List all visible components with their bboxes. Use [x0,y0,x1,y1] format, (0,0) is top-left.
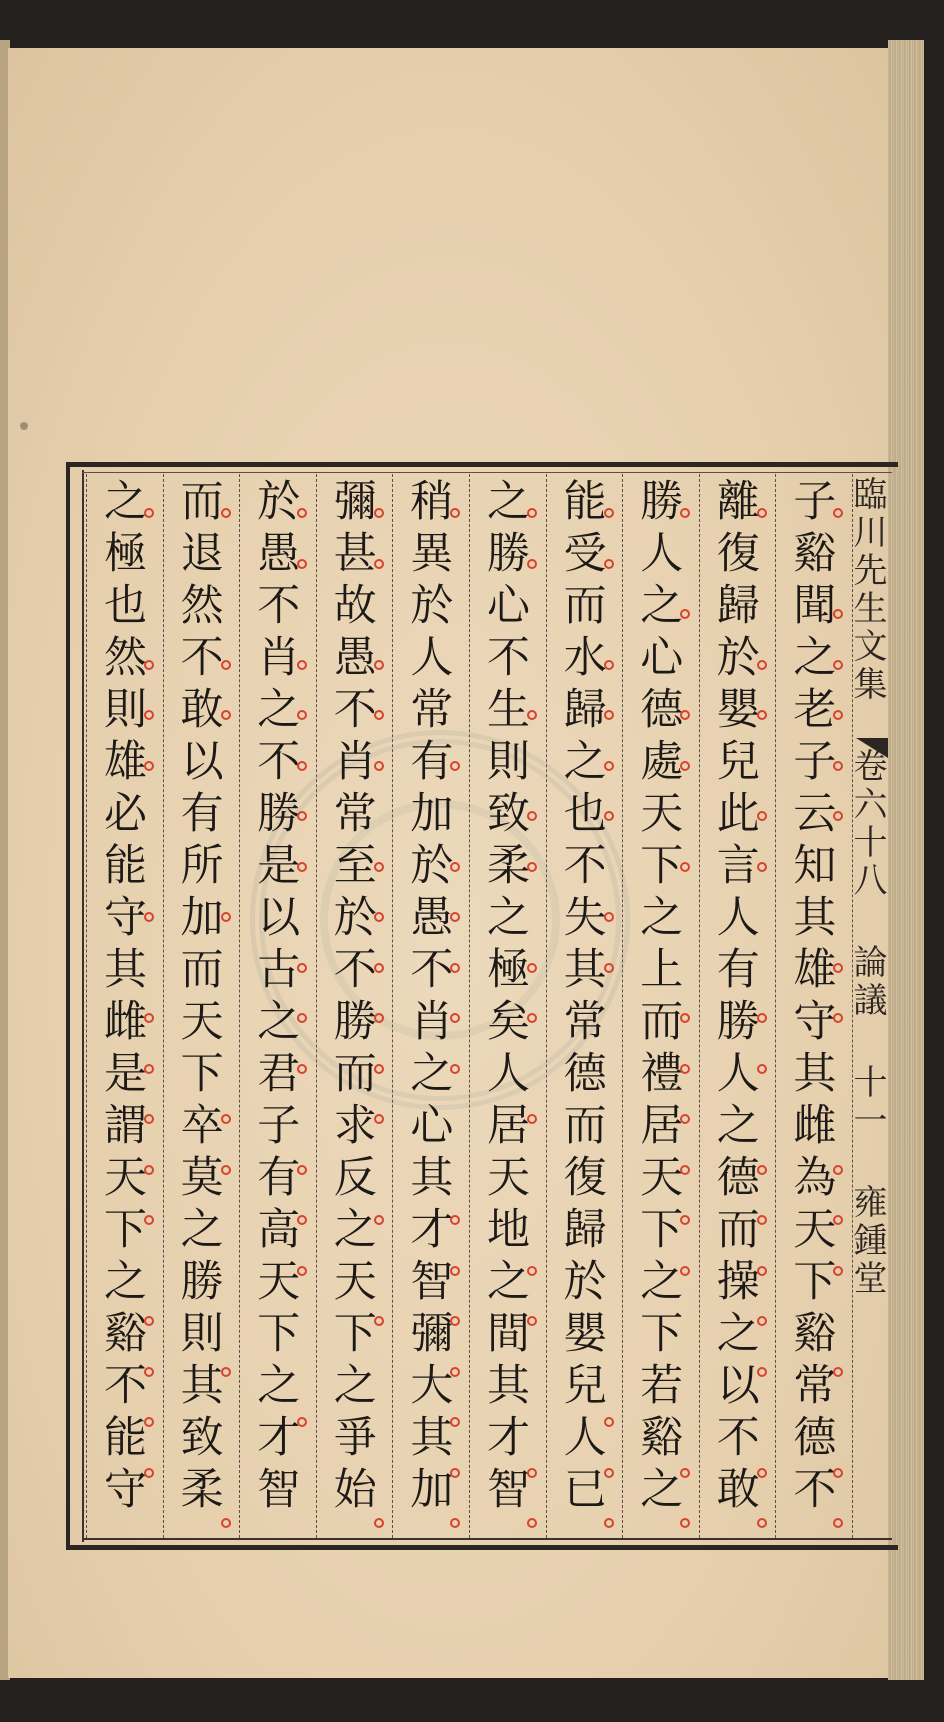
punctuation-circle [144,1215,154,1225]
punctuation-circle [680,1165,690,1175]
punctuation-circle [374,508,384,518]
punctuation-circle [757,660,767,670]
punctuation-circle [680,862,690,872]
punctuation-circle [604,508,614,518]
punctuation-circle [374,912,384,922]
text-column-7: 彌甚故愚不肖常至於不勝而求反之天下之爭始 [326,478,377,1518]
punctuation-circle [450,761,460,771]
punctuation-circle [374,559,384,569]
punctuation-circle [757,710,767,720]
punctuation-circle [221,912,231,922]
punctuation-circle [374,963,384,973]
punctuation-circle [297,862,307,872]
punctuation-circle [374,1064,384,1074]
punctuation-circle [604,1468,614,1478]
text-column-5: 之勝心不生則致柔之極矣人居天地之間其才智 [480,478,530,1518]
punctuation-circle [527,862,537,872]
punctuation-circle [297,559,307,569]
punctuation-circle [374,1316,384,1326]
punctuation-circle [450,1266,460,1276]
text-column-9: 而退然不敢以有所加而天下卒莫之勝則其致柔 [173,478,224,1518]
punctuation-circle [757,1468,767,1478]
punctuation-circle [757,1215,767,1225]
punctuation-circle [297,761,307,771]
punctuation-circle [604,1417,614,1427]
punctuation-circle [757,508,767,518]
punctuation-circle [833,1266,843,1276]
punctuation-circle [833,1165,843,1175]
punctuation-circle [144,1367,154,1377]
punctuation-circle [450,963,460,973]
punctuation-circle [450,1064,460,1074]
punctuation-circle [527,963,537,973]
punctuation-circle [144,1114,154,1124]
punctuation-circle [297,660,307,670]
punctuation-circle [221,1114,231,1124]
punctuation-circle [221,1367,231,1377]
punctuation-circle [604,963,614,973]
punctuation-circle [604,660,614,670]
punctuation-circle [833,1468,843,1478]
text-column-2: 離復歸於嬰兒此言人有勝人之德而操之以不敢 [709,478,760,1518]
punctuation-circle [297,963,307,973]
punctuation-circle [144,1316,154,1326]
punctuation-circle [757,811,767,821]
punctuation-circle [450,1367,460,1377]
punctuation-circle [221,1518,231,1528]
punctuation-circle [604,761,614,771]
punctuation-circle [221,710,231,720]
punctuation-circle [144,1064,154,1074]
paper-speck [20,422,28,430]
punctuation-circle [374,862,384,872]
punctuation-circle [527,1114,537,1124]
punctuation-circle [527,559,537,569]
text-column-1: 子谿聞之老子云知其雄守其雌為天下谿常德不 [786,478,837,1518]
punctuation-circle [144,660,154,670]
column-rule [852,474,853,1538]
punctuation-circle [680,1266,690,1276]
punctuation-circle [144,1468,154,1478]
punctuation-circle [374,1013,384,1023]
punctuation-circle [757,1266,767,1276]
punctuation-circle [527,1266,537,1276]
punctuation-circle [374,761,384,771]
punctuation-circle [527,811,537,821]
punctuation-circle [527,1316,537,1326]
punctuation-circle [757,1064,767,1074]
punctuation-circle [374,1114,384,1124]
punctuation-circle [221,508,231,518]
text-column-4: 能受而水歸之也不失其常德而復歸於嬰兒人已 [556,478,607,1518]
punctuation-circle [144,912,154,922]
punctuation-circle [297,1064,307,1074]
text-column-3: 勝人之心德處天下之上而禮居天下之下若谿之 [633,478,684,1518]
punctuation-circle [757,1316,767,1326]
punctuation-circle [450,1468,460,1478]
punctuation-circle [527,1468,537,1478]
punctuation-circle [144,1417,154,1427]
punctuation-circle [144,1165,154,1175]
punctuation-circle [680,761,690,771]
punctuation-circle [144,761,154,771]
punctuation-circle [757,1165,767,1175]
frame-inner-top-rule [82,472,892,473]
punctuation-circle [144,508,154,518]
punctuation-circle [833,761,843,771]
text-column-8: 於愚不肖之不勝是以古之君子有高天下之才智 [250,478,301,1518]
punctuation-circle [757,1518,767,1528]
punctuation-circle [221,1165,231,1175]
punctuation-circle [833,660,843,670]
punctuation-circle [604,811,614,821]
frame-inner-rule [82,470,84,1542]
text-column-10: 之極也然則雄必能守其雌是謂天下之谿不能守 [97,478,147,1518]
punctuation-circle [221,660,231,670]
punctuation-circle [527,710,537,720]
punctuation-circle [374,660,384,670]
punctuation-circle [680,1064,690,1074]
punctuation-circle [527,508,537,518]
punctuation-circle [757,1367,767,1377]
punctuation-circle [604,912,614,922]
punctuation-circle [604,559,614,569]
punctuation-circle [757,862,767,872]
punctuation-circle [297,1165,307,1175]
punctuation-circle [833,963,843,973]
punctuation-circle [297,1266,307,1276]
punctuation-circle [604,1518,614,1528]
punctuation-circle [680,1468,690,1478]
punctuation-circle [374,1215,384,1225]
punctuation-circle [450,862,460,872]
edge-title: 臨川先生文集 卷六十八 論議 十一 雍鍾堂 [847,476,887,1298]
punctuation-circle [527,1518,537,1528]
punctuation-circle [833,1367,843,1377]
punctuation-circle [604,710,614,720]
punctuation-circle [374,710,384,720]
punctuation-circle [374,1518,384,1528]
fishtail-mark [856,738,888,758]
punctuation-circle [527,1013,537,1023]
text-column-6: 稍異於人常有加於愚不肖之心其才智彌大其加 [403,478,454,1518]
punctuation-circle [757,1013,767,1023]
punctuation-circle [144,710,154,720]
punctuation-circle [144,1013,154,1023]
